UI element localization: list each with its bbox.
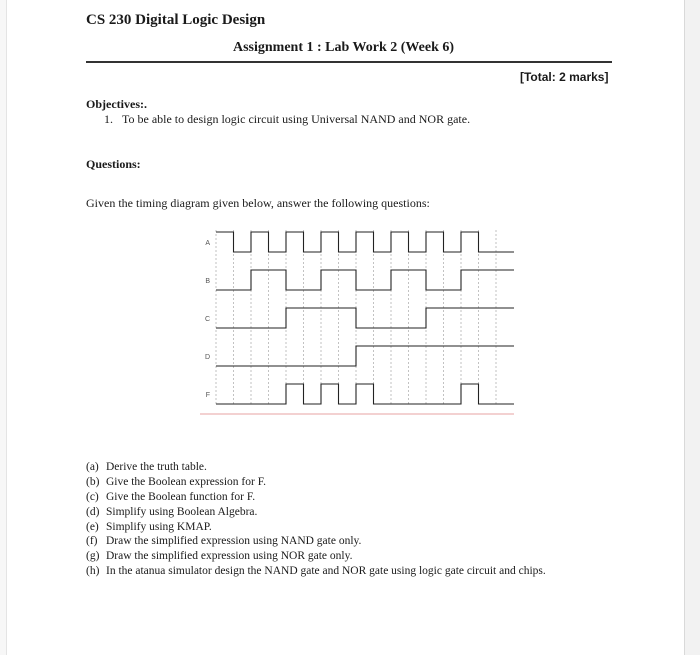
question-item [86, 505, 546, 520]
question-text: Give the Boolean function for F. [106, 490, 256, 503]
waveform-f [216, 384, 514, 404]
question-text: Simplify using Boolean Algebra. [106, 505, 258, 518]
page-right-edge [684, 0, 700, 655]
questions-intro: Given the timing diagram given below, answer the following questions: [86, 196, 430, 210]
question-label: (h) [86, 565, 100, 578]
objective-item [104, 112, 470, 127]
question-label: (a) [86, 461, 99, 473]
question-label: (f) [86, 535, 98, 548]
question-text: Simplify using KMAP. [106, 520, 212, 533]
header-rule [86, 61, 612, 63]
question-item [86, 534, 546, 549]
signal-label-c: C [204, 316, 210, 323]
question-text: In the atanua simulator design the NAND gate and NOR gate using logic gate circuit and chips. [106, 565, 546, 578]
course-title: CS 230 Digital Logic Design [86, 12, 266, 28]
question-text: Draw the simplified expression using NOR gate only. [106, 550, 353, 563]
question-item [86, 460, 546, 475]
question-label: (e) [86, 520, 99, 533]
objective-text: To be able to design logic circuit using Universal NAND and NOR gate. [122, 112, 471, 126]
question-list [86, 460, 546, 579]
questions-heading: Questions: [86, 157, 141, 171]
timing-diagram [196, 226, 516, 426]
signal-label-b: B [205, 278, 210, 285]
signal-label-f: F [205, 392, 210, 399]
question-text: Give the Boolean expression for F. [106, 475, 267, 488]
question-item [86, 490, 546, 505]
question-label: (g) [86, 550, 100, 563]
question-item [86, 549, 546, 564]
page-left-edge [0, 0, 7, 655]
waveform-c [216, 308, 514, 328]
question-label: (c) [86, 490, 99, 503]
waveform-a [216, 232, 514, 252]
objectives-heading: Objectives:. [86, 97, 147, 111]
question-text: Derive the truth table. [106, 461, 207, 473]
signal-label-d: D [204, 354, 210, 361]
question-item [86, 520, 546, 535]
question-text: Draw the simplified expression using NAND gate only. [106, 535, 362, 548]
waveform-d [216, 346, 514, 366]
question-label: (d) [86, 505, 100, 518]
objective-number: 1. [104, 112, 113, 126]
waveform-b [216, 270, 514, 290]
question-label: (b) [86, 475, 100, 488]
signal-label-a: A [205, 240, 210, 247]
question-item [86, 475, 546, 490]
assignment-title: Assignment 1 : Lab Work 2 (Week 6) [233, 40, 455, 55]
total-marks: [Total: 2 marks] [520, 70, 609, 84]
question-item [86, 564, 546, 579]
